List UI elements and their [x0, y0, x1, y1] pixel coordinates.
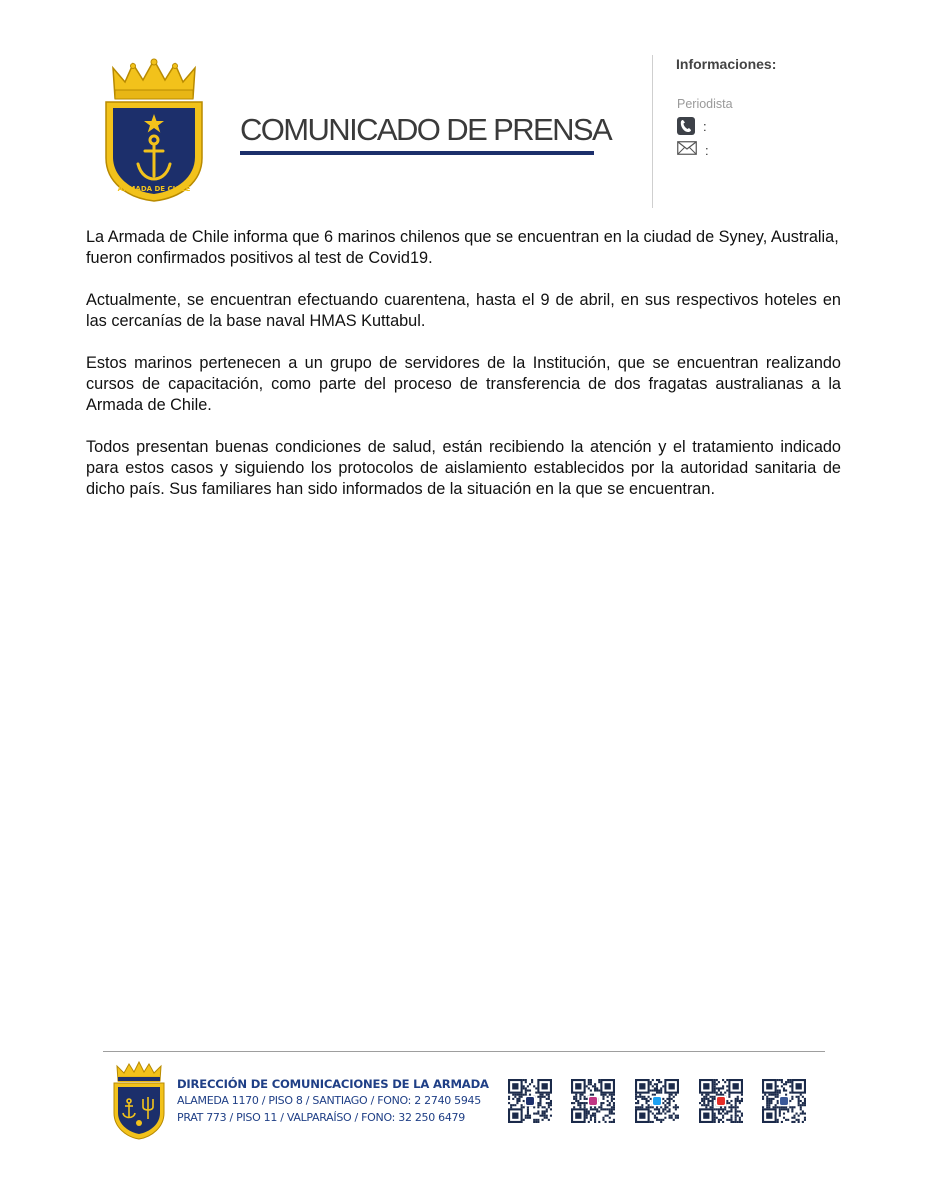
armada-crest-logo — [103, 58, 205, 203]
paragraph-3: Estos marinos pertenecen a un grupo de servidores de la Institución, que se encuentran realizando cursos de capacitación, como parte del proceso de transferencia de dos fragatas australianas a la Armada de Chile. — [86, 354, 841, 414]
youtube-qr-icon[interactable] — [699, 1079, 743, 1123]
info-heading: Informaciones: — [676, 56, 777, 72]
crown-icon — [113, 59, 195, 99]
footer-address-valparaiso: PRAT 773 / PISO 11 / VALPARAÍSO / FONO: 32 250 6479 — [177, 1111, 465, 1124]
title-underline — [240, 151, 594, 155]
footer-org-name: DIRECCIÓN DE COMUNICACIONES DE LA ARMADA — [177, 1077, 489, 1091]
twitter-qr-icon[interactable] — [635, 1079, 679, 1123]
paragraph-4: Todos presentan buenas condiciones de salud, están recibiendo la atención y el tratamiento indicado para estos casos y siguiendo los protocolos de aislamiento establecidos por la autoridad sanitaria de dicho país. Sus familiares han sido informados de la situación en la que se encuentran. — [86, 438, 841, 498]
paragraph-1: La Armada de Chile informa que 6 marinos chilenos que se encuentran en la ciudad de Syney, Australia, fueron confirmados positivos al test de Covid19. — [86, 228, 839, 267]
envelope-icon — [677, 141, 697, 160]
facebook-qr-icon[interactable] — [762, 1079, 806, 1123]
page-title: COMUNICADO DE PRENSA — [240, 112, 612, 147]
footer-divider — [103, 1051, 825, 1052]
press-release-body — [86, 227, 841, 521]
footer-crest-logo — [112, 1061, 166, 1141]
header-divider — [652, 55, 653, 208]
web-qr-icon[interactable] — [508, 1079, 552, 1123]
phone-value: : — [703, 118, 707, 134]
crest-text: ARMADA DE CHILE — [117, 185, 191, 193]
info-email-row — [677, 141, 709, 159]
footer-address-santiago: ALAMEDA 1170 / PISO 8 / SANTIAGO / FONO: 2 2740 5945 — [177, 1094, 481, 1107]
info-phone-row — [677, 117, 707, 135]
info-role: Periodista — [677, 97, 733, 111]
email-value: : — [705, 142, 709, 158]
footer-contact — [177, 1076, 489, 1126]
phone-icon — [677, 117, 695, 135]
paragraph-2: Actualmente, se encuentran efectuando cuarentena, hasta el 9 de abril, en sus respectivos hoteles en las cercanías de la base naval HMAS Kuttabul. — [86, 291, 841, 330]
instagram-qr-icon[interactable] — [571, 1079, 615, 1123]
